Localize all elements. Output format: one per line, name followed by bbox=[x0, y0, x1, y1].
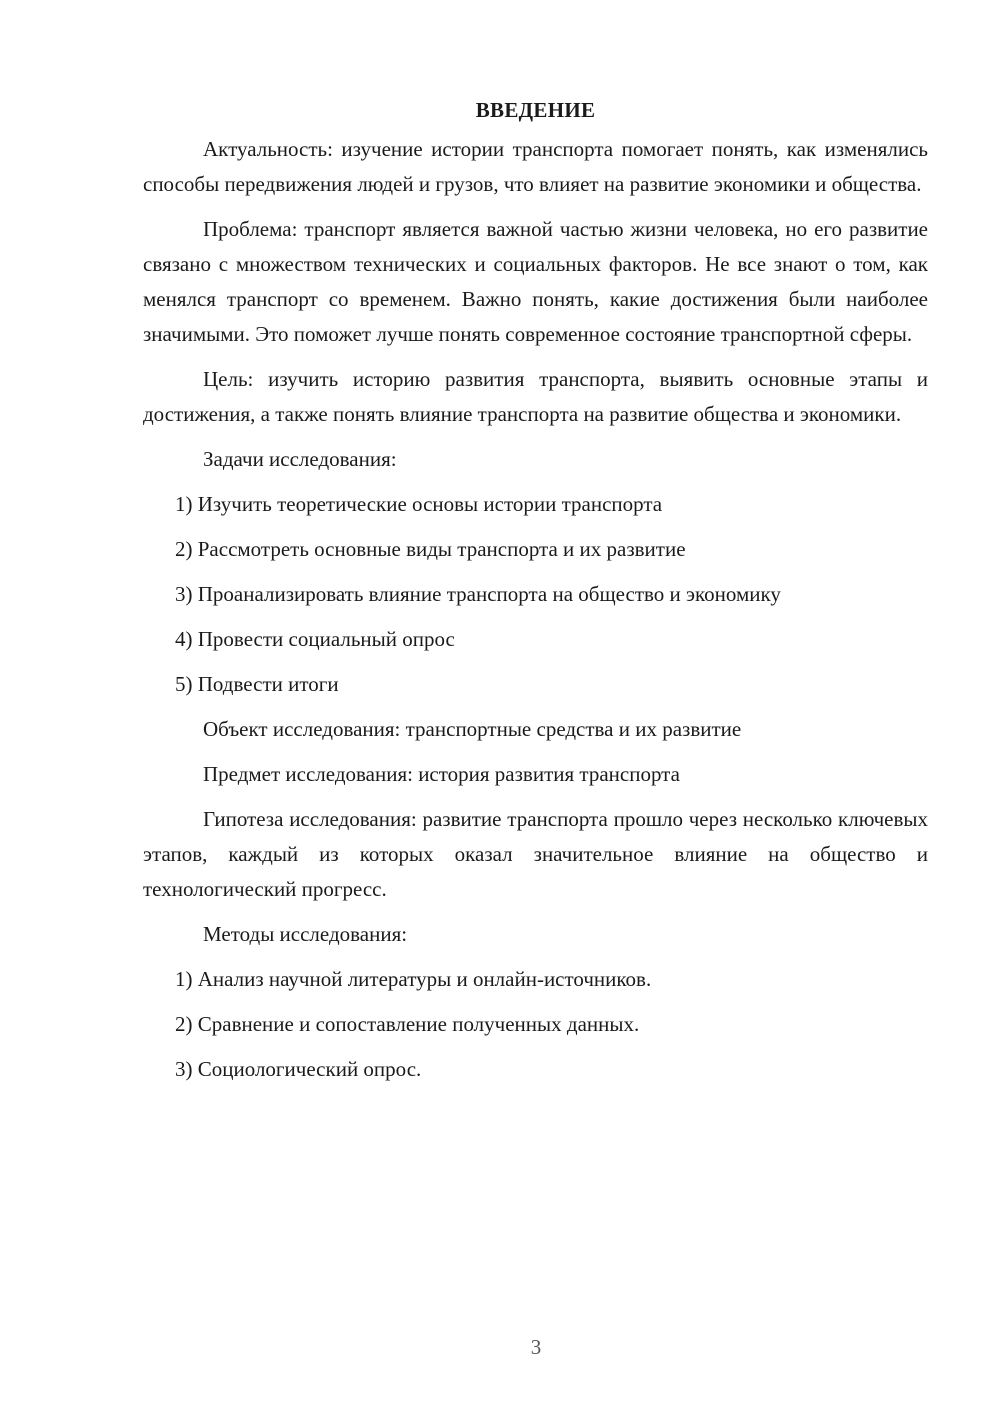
hypothesis-paragraph: Гипотеза исследования: развитие транспорта прошло через несколько ключевых этапов, каждый из которых оказал значительное влияние на общество и технологический прогресс. bbox=[143, 807, 928, 901]
method-item: 3) Социологический опрос. bbox=[175, 1057, 422, 1081]
problem-paragraph: Проблема: транспорт является важной частью жизни человека, но его развитие связано с множеством технических и социальных факторов. Не все знают о том, как менялся транспорт со временем. Важно понять, какие достижения были наиболее значимыми. Это поможет лучше понять современное состояние транспортной сферы. bbox=[143, 217, 928, 346]
relevance-paragraph: Актуальность: изучение истории транспорта помогает понять, как изменялись способы передвижения людей и грузов, что влияет на развитие экономики и общества. bbox=[143, 137, 928, 196]
goal-paragraph: Цель: изучить историю развития транспорта, выявить основные этапы и достижения, а также понять влияние транспорта на развитие общества и экономики. bbox=[143, 367, 928, 426]
page-number: 3 bbox=[530, 1335, 542, 1359]
research-subject: Предмет исследования: история развития транспорта bbox=[203, 762, 680, 786]
document-page bbox=[143, 93, 928, 1097]
methods-heading: Методы исследования: bbox=[203, 922, 408, 946]
task-item: 3) Проанализировать влияние транспорта на общество и экономику bbox=[175, 582, 781, 606]
task-item: 2) Рассмотреть основные виды транспорта и их развитие bbox=[175, 537, 686, 561]
task-item: 1) Изучить теоретические основы истории транспорта bbox=[175, 492, 663, 516]
task-item: 5) Подвести итоги bbox=[175, 672, 339, 696]
task-item: 4) Провести социальный опрос bbox=[175, 627, 455, 651]
method-item: 2) Сравнение и сопоставление полученных данных. bbox=[175, 1012, 640, 1036]
research-object: Объект исследования: транспортные средства и их развитие bbox=[203, 717, 742, 741]
tasks-heading: Задачи исследования: bbox=[203, 447, 397, 471]
section-title: ВВЕДЕНИЕ bbox=[475, 98, 596, 122]
method-item: 1) Анализ научной литературы и онлайн-источников. bbox=[175, 967, 652, 991]
